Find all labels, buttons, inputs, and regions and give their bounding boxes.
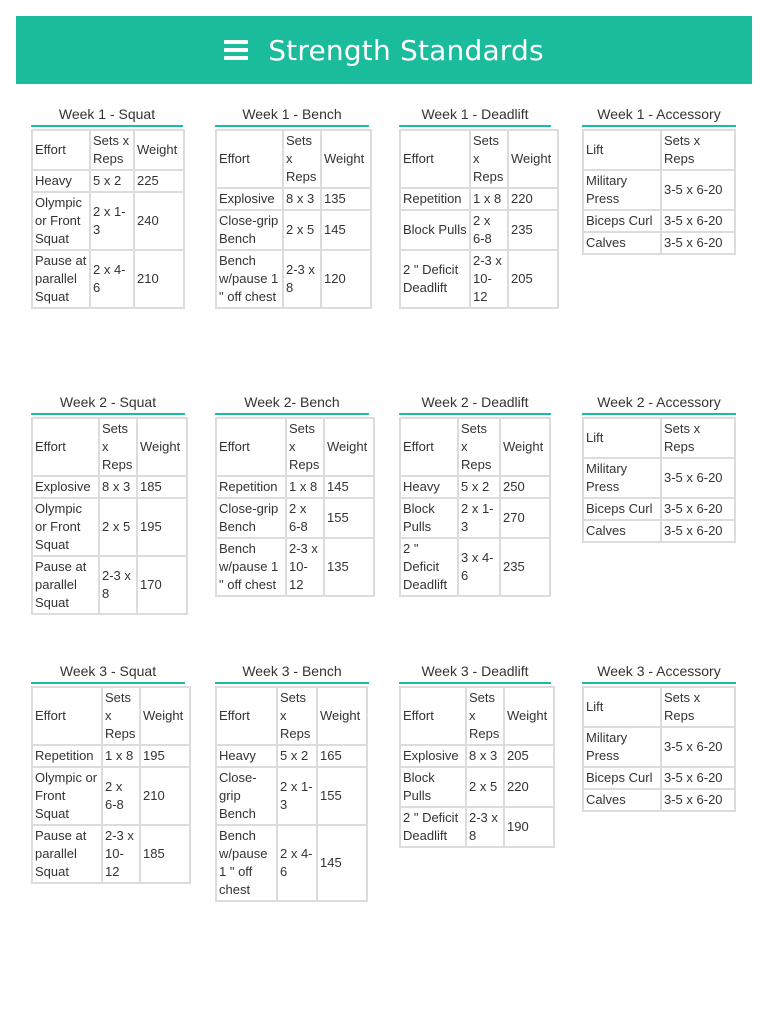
table-cell: Military Press: [583, 170, 661, 210]
bench-block: [215, 394, 375, 597]
table-cell: 155: [317, 767, 367, 825]
table-cell: Heavy: [32, 170, 90, 192]
table-cell: 2 x 5: [466, 767, 504, 807]
table-cell: 2 x 4-6: [277, 825, 317, 901]
deadlift-block: [399, 663, 555, 848]
header-cell: Weight: [140, 687, 190, 745]
lift-table: [215, 129, 372, 309]
table-cell: 2-3 x 10-12: [286, 538, 324, 596]
table-cell: 2-3 x 8: [283, 250, 321, 308]
header-cell: Lift: [583, 687, 661, 727]
table-row: [400, 188, 558, 210]
table-row: [32, 250, 184, 308]
table-cell: Bench w/pause 1 " off chest: [216, 538, 286, 596]
table-cell: 1 x 8: [470, 188, 508, 210]
table-row: [583, 210, 735, 232]
table-cell: Bench w/pause 1 " off chest: [216, 825, 277, 901]
table-cell: 8 x 3: [283, 188, 321, 210]
table-cell: 1 x 8: [286, 476, 324, 498]
table-row: [583, 232, 735, 254]
table-cell: 2-3 x 10-12: [470, 250, 508, 308]
table-row: [216, 767, 367, 825]
block-title: Week 2 - Deadlift: [399, 394, 551, 415]
bench-block: [215, 663, 369, 902]
table-cell: Block Pulls: [400, 767, 466, 807]
header-cell: Weight: [324, 418, 374, 476]
table-cell: Close-grip Bench: [216, 767, 277, 825]
table-cell: 2 " Deficit Deadlift: [400, 250, 470, 308]
table-cell: 5 x 2: [277, 745, 317, 767]
table-row: [32, 556, 187, 614]
table-header-row: [216, 130, 371, 188]
table-cell: Military Press: [583, 458, 661, 498]
table-cell: Explosive: [32, 476, 99, 498]
header-cell: Effort: [32, 418, 99, 476]
table-cell: 135: [324, 538, 374, 596]
table-cell: 120: [321, 250, 371, 308]
table-cell: 235: [500, 538, 550, 596]
table-cell: 2 " Deficit Deadlift: [400, 538, 458, 596]
table-cell: Explosive: [400, 745, 466, 767]
header-cell: Effort: [32, 687, 102, 745]
table-header-row: [32, 687, 190, 745]
lift-table: [215, 417, 375, 597]
table-row: [216, 538, 374, 596]
accessory-block: [582, 663, 736, 812]
table-cell: 195: [137, 498, 187, 556]
header-cell: Weight: [504, 687, 554, 745]
table-cell: 3-5 x 6-20: [661, 170, 735, 210]
table-cell: 8 x 3: [99, 476, 137, 498]
table-cell: 5 x 2: [458, 476, 500, 498]
block-title: Week 2 - Accessory: [582, 394, 736, 415]
table-row: [32, 498, 187, 556]
table-row: [583, 727, 735, 767]
table-row: [216, 825, 367, 901]
header-cell: Effort: [400, 687, 466, 745]
table-cell: 2 x 5: [283, 210, 321, 250]
table-cell: 2 x 4-6: [90, 250, 134, 308]
table-header-row: [400, 418, 550, 476]
table-header-row: [32, 130, 184, 170]
table-cell: 145: [324, 476, 374, 498]
table-header-row: [583, 418, 735, 458]
table-row: [400, 538, 550, 596]
table-cell: 5 x 2: [90, 170, 134, 192]
table-cell: Repetition: [32, 745, 102, 767]
deadlift-block: [399, 394, 551, 597]
table-row: [400, 210, 558, 250]
table-cell: 2 x 5: [99, 498, 137, 556]
table-cell: Olympic or Front Squat: [32, 498, 99, 556]
table-cell: Olympic or Front Squat: [32, 192, 90, 250]
table-row: [400, 476, 550, 498]
table-row: [583, 520, 735, 542]
hamburger-icon[interactable]: [224, 40, 248, 60]
table-cell: 250: [500, 476, 550, 498]
deadlift-block: [399, 106, 559, 309]
header-cell: Sets x Reps: [99, 418, 137, 476]
header-cell: Effort: [216, 418, 286, 476]
table-cell: Pause at parallel Squat: [32, 556, 99, 614]
table-cell: Calves: [583, 232, 661, 254]
table-cell: Biceps Curl: [583, 210, 661, 232]
header-cell: Sets x Reps: [277, 687, 317, 745]
header-cell: Weight: [317, 687, 367, 745]
header-cell: Lift: [583, 418, 661, 458]
table-row: [583, 458, 735, 498]
table-cell: 190: [504, 807, 554, 847]
header-cell: Weight: [321, 130, 371, 188]
table-cell: Heavy: [216, 745, 277, 767]
table-row: [583, 170, 735, 210]
header-cell: Effort: [216, 687, 277, 745]
table-cell: Block Pulls: [400, 498, 458, 538]
table-cell: 210: [134, 250, 184, 308]
table-header-row: [583, 130, 735, 170]
bench-block: [215, 106, 372, 309]
table-cell: Explosive: [216, 188, 283, 210]
table-cell: 2 " Deficit Deadlift: [400, 807, 466, 847]
table-cell: 195: [140, 745, 190, 767]
block-title: Week 2 - Squat: [31, 394, 185, 415]
header-cell: Effort: [32, 130, 90, 170]
header-cell: Sets x Reps: [458, 418, 500, 476]
table-cell: 2 x 6-8: [102, 767, 140, 825]
page-title: Strength Standards: [268, 33, 544, 67]
table-cell: Pause at parallel Squat: [32, 250, 90, 308]
block-title: Week 3 - Squat: [31, 663, 185, 684]
table-cell: 2 x 1-3: [458, 498, 500, 538]
table-header-row: [216, 418, 374, 476]
table-row: [216, 498, 374, 538]
table-row: [400, 498, 550, 538]
table-cell: 8 x 3: [466, 745, 504, 767]
table-cell: 145: [317, 825, 367, 901]
table-row: [32, 825, 190, 883]
table-cell: 185: [140, 825, 190, 883]
table-row: [32, 170, 184, 192]
header-cell: Sets x Reps: [661, 418, 735, 458]
squat-block: [31, 394, 188, 615]
table-cell: 3-5 x 6-20: [661, 458, 735, 498]
table-row: [400, 745, 554, 767]
table-cell: Olympic or Front Squat: [32, 767, 102, 825]
lift-table: [399, 686, 555, 848]
table-row: [216, 745, 367, 767]
table-cell: 3-5 x 6-20: [661, 210, 735, 232]
table-cell: 235: [508, 210, 558, 250]
table-cell: 240: [134, 192, 184, 250]
table-cell: Calves: [583, 520, 661, 542]
table-cell: Biceps Curl: [583, 767, 661, 789]
header-cell: Weight: [508, 130, 558, 188]
table-cell: Military Press: [583, 727, 661, 767]
header-cell: Weight: [134, 130, 184, 170]
table-header-row: [32, 418, 187, 476]
block-title: Week 3 - Bench: [215, 663, 369, 684]
table-row: [216, 476, 374, 498]
table-cell: Bench w/pause 1 " off chest: [216, 250, 283, 308]
table-row: [32, 767, 190, 825]
header-cell: Sets x Reps: [286, 418, 324, 476]
table-cell: 2 x 1-3: [277, 767, 317, 825]
lift-table: [31, 417, 188, 615]
header-cell: Sets x Reps: [661, 687, 735, 727]
table-cell: 210: [140, 767, 190, 825]
table-cell: 2-3 x 10-12: [102, 825, 140, 883]
lift-table: [31, 686, 191, 884]
block-title: Week 1 - Bench: [215, 106, 369, 127]
lift-table: [215, 686, 368, 902]
table-cell: Repetition: [400, 188, 470, 210]
table-cell: 3-5 x 6-20: [661, 232, 735, 254]
page-header: [16, 16, 752, 84]
table-cell: 145: [321, 210, 371, 250]
table-cell: Repetition: [216, 476, 286, 498]
block-title: Week 3 - Deadlift: [399, 663, 551, 684]
lift-table: [399, 417, 551, 597]
table-cell: 3-5 x 6-20: [661, 789, 735, 811]
block-title: Week 3 - Accessory: [582, 663, 736, 684]
table-cell: 2-3 x 8: [466, 807, 504, 847]
table-row: [216, 210, 371, 250]
table-cell: 220: [504, 767, 554, 807]
header-cell: Sets x Reps: [90, 130, 134, 170]
table-cell: 205: [508, 250, 558, 308]
lift-table: [582, 686, 736, 812]
table-row: [400, 807, 554, 847]
table-cell: Block Pulls: [400, 210, 470, 250]
table-cell: 270: [500, 498, 550, 538]
header-cell: Sets x Reps: [102, 687, 140, 745]
squat-block: [31, 663, 191, 884]
table-cell: 2-3 x 8: [99, 556, 137, 614]
table-cell: 170: [137, 556, 187, 614]
table-cell: 3-5 x 6-20: [661, 520, 735, 542]
table-cell: 225: [134, 170, 184, 192]
header-cell: Weight: [137, 418, 187, 476]
table-row: [583, 498, 735, 520]
table-cell: 220: [508, 188, 558, 210]
header-cell: Sets x Reps: [466, 687, 504, 745]
header-cell: Lift: [583, 130, 661, 170]
block-title: Week 2- Bench: [215, 394, 369, 415]
table-row: [32, 192, 184, 250]
table-header-row: [400, 687, 554, 745]
table-cell: 155: [324, 498, 374, 538]
table-cell: 2 x 6-8: [286, 498, 324, 538]
table-cell: 165: [317, 745, 367, 767]
lift-table: [582, 417, 736, 543]
table-cell: 3-5 x 6-20: [661, 498, 735, 520]
header-cell: Sets x Reps: [661, 130, 735, 170]
block-title: Week 1 - Squat: [31, 106, 183, 127]
table-row: [216, 250, 371, 308]
table-cell: 2 x 6-8: [470, 210, 508, 250]
accessory-block: [582, 106, 736, 255]
header-cell: Effort: [400, 418, 458, 476]
header-cell: Effort: [216, 130, 283, 188]
header-cell: Effort: [400, 130, 470, 188]
table-row: [583, 767, 735, 789]
table-row: [583, 789, 735, 811]
table-cell: 205: [504, 745, 554, 767]
table-cell: Close-grip Bench: [216, 498, 286, 538]
table-cell: 3-5 x 6-20: [661, 727, 735, 767]
table-row: [400, 250, 558, 308]
table-cell: Close-grip Bench: [216, 210, 283, 250]
table-header-row: [400, 130, 558, 188]
table-header-row: [583, 687, 735, 727]
table-row: [216, 188, 371, 210]
squat-block: [31, 106, 185, 309]
table-cell: 3-5 x 6-20: [661, 767, 735, 789]
table-cell: Heavy: [400, 476, 458, 498]
lift-table: [31, 129, 185, 309]
lift-table: [399, 129, 559, 309]
lift-table: [582, 129, 736, 255]
table-cell: 2 x 1-3: [90, 192, 134, 250]
table-row: [32, 745, 190, 767]
header-cell: Sets x Reps: [470, 130, 508, 188]
accessory-block: [582, 394, 736, 543]
table-row: [400, 767, 554, 807]
table-cell: Biceps Curl: [583, 498, 661, 520]
table-cell: Pause at parallel Squat: [32, 825, 102, 883]
header-cell: Sets x Reps: [283, 130, 321, 188]
block-title: Week 1 - Accessory: [582, 106, 736, 127]
table-cell: 3 x 4-6: [458, 538, 500, 596]
header-cell: Weight: [500, 418, 550, 476]
table-header-row: [216, 687, 367, 745]
block-title: Week 1 - Deadlift: [399, 106, 551, 127]
table-cell: 185: [137, 476, 187, 498]
table-cell: 135: [321, 188, 371, 210]
table-cell: Calves: [583, 789, 661, 811]
table-cell: 1 x 8: [102, 745, 140, 767]
table-row: [32, 476, 187, 498]
